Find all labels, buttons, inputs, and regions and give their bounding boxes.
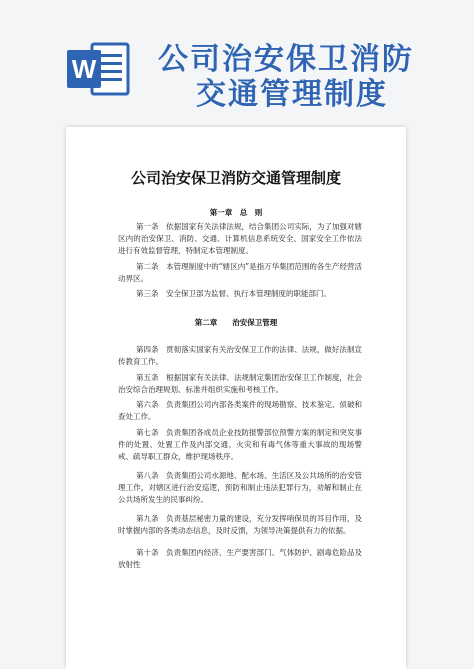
svg-text:W: W: [71, 54, 97, 84]
article-paragraph: 第四条 贯彻落实国家有关治安保卫工作的法律、法规，做好法制宣传教育工作。: [118, 345, 362, 366]
article-paragraph: 第二条 本管理制度中的“辖区内”是指万华集团范围的各生产经营活动界区。: [118, 262, 362, 283]
article-paragraph: 第九条 负责基层秘密力量的建设，充分发挥哨保员的耳目作用，及时掌握内部的各类动态信息，及时反馈，为领导决策提供有力的依据。: [118, 514, 362, 535]
banner-title: [158, 42, 458, 113]
banner: [0, 0, 474, 120]
chapter-heading: 第二章 治安保卫管理: [194, 318, 278, 327]
article-paragraph: 第一条 依据国家有关法律法规，结合集团公司实际，为了加强对辖区内的治安保卫、消防、交通、计算机信息系统安全、国家安全工作依法进行有效监督管理，特制定本管理制度。: [118, 222, 362, 255]
chapter-heading: 第一章 总 则: [209, 208, 263, 217]
document-page: [66, 127, 406, 669]
article-paragraph: 第五条 根据国家有关法律、法规制定集团治安保卫工作制度，社会治安综合治理规划、标准并组织实施和考核工作。: [118, 373, 362, 394]
document-title: 公司治安保卫消防交通管理制度: [130, 169, 341, 187]
article-paragraph: 第八条 负责集团公司水源地、配水场、生活区及公共场所的治安管理工作，对辖区进行治安巡逻，预防和制止违法犯罪行为，劝解和制止在公共场所发生的民事纠纷。: [118, 471, 362, 504]
article-paragraph: 第六条 负责集团公司内部各类案件的现场勘察、技术鉴定、侦破和查处工作。: [118, 400, 362, 421]
banner-title-line2: 交通管理制度: [196, 77, 388, 112]
article-paragraph: 第三条 安全保卫部为监督、执行本管理制度的职能部门。: [136, 289, 331, 298]
banner-title-line1: 公司治安保卫消防: [158, 42, 414, 77]
article-paragraph: 第七条 负责集团各成员企业技防报警部位预警方案的制定和突发事件的处置、处置工作及内部交通、火灾和有毒气体等重大事故的现场警戒、疏导职工群众，维护现场秩序。: [118, 428, 362, 461]
article-paragraph: 第十条 负责集团内经济、生产要害部门、气体防护、剧毒危险品及放射性: [118, 548, 362, 569]
word-icon: [66, 40, 130, 98]
